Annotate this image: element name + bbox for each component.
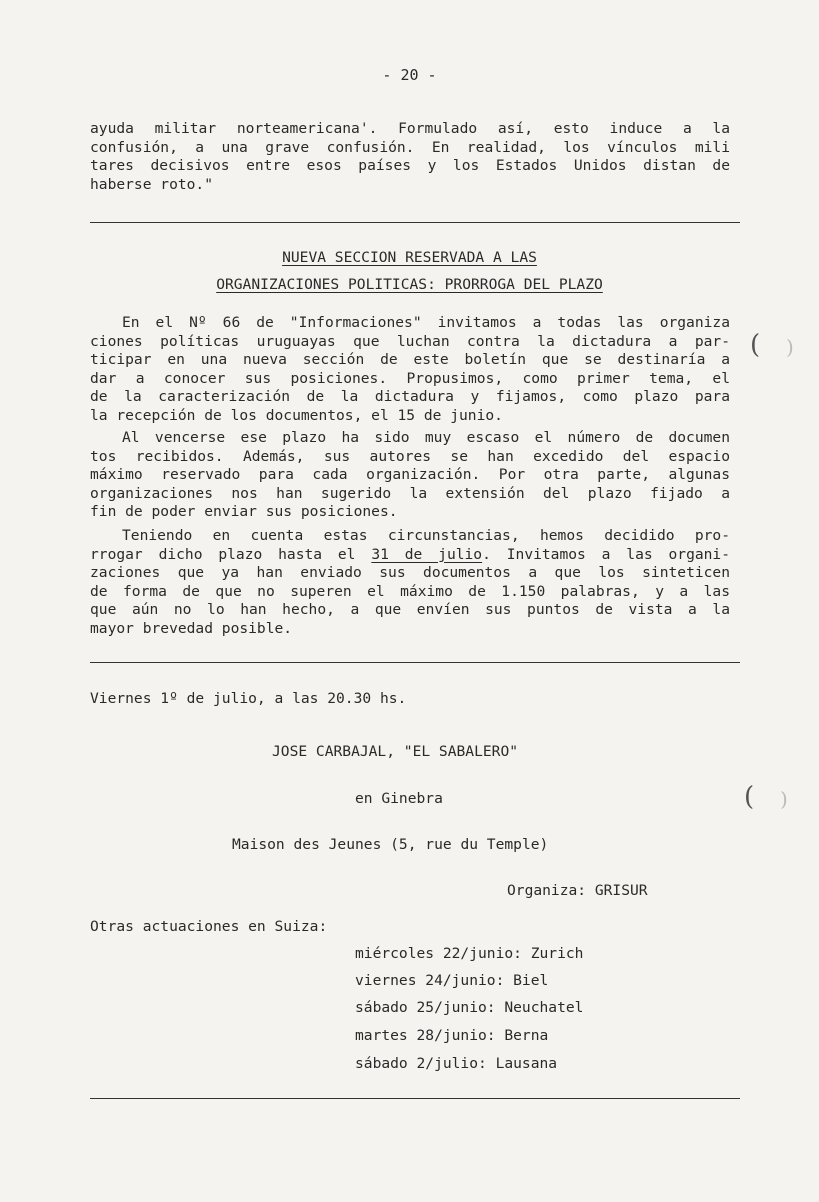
event-date: Viernes 1º de julio, a las 20.30 hs. [90,690,407,707]
paragraph-line: la recepción de los documentos, el 15 de junio. [90,406,503,424]
performance-item: martes 28/junio: Berna [355,1027,549,1044]
quote-line: haberse roto." [90,175,214,193]
quote-line: ayuda militar norteamericana'. Formulado así, esto induce a la [90,120,730,137]
paragraph-line: de forma de que no superen el máximo de 1.150 palabras, y a las [90,582,730,600]
performance-item: sábado 2/julio: Lausana [355,1055,558,1072]
margin-mark: ( [750,330,761,360]
quote-line: confusión, a una grave confusión. En realidad, los vínculos mili [90,138,730,156]
divider [90,662,740,663]
paragraph-line: ticipar en una nueva sección de este boletín que se destinaría a [90,351,730,368]
margin-mark: ( [744,782,755,812]
event-organizer: Organiza: GRISUR [507,882,648,899]
divider [90,1098,740,1099]
other-performances-title: Otras actuaciones en Suiza: [90,918,328,935]
quote-line: tares decisivos entre esos países y los Estados Unidos distan de [90,157,730,174]
paragraph-line: fin de poder enviar sus posiciones. [90,503,398,520]
paragraph-line: máximo reservado para cada organización. Por otra parte, algunas [90,466,730,483]
section-paragraph-1 [90,314,730,425]
paragraph-line: Al vencerse ese plazo ha sido muy escaso el número de documen [122,429,730,446]
performance-item: viernes 24/junio: Biel [355,972,549,989]
section-title-line2: ORGANIZACIONES POLITICAS: PRORROGA DEL PLAZO [216,276,603,293]
paragraph-line: dar a conocer sus posiciones. Propusimos, como primer tema, el [90,369,730,387]
paragraph-line: ciones políticas uruguayas que luchan contra la dictadura a par- [90,332,730,350]
paragraph-line: organizaciones nos han sugerido la extensión del plazo fijado a [90,484,730,502]
paragraph-line: mayor brevedad posible. [90,619,293,637]
section-paragraph-3 [90,527,730,638]
paragraph-line: de la caracterización de la dictadura y fijamos, como plazo para [90,388,730,405]
performance-item: miércoles 22/junio: Zurich [355,945,584,962]
paragraph-line: que aún no lo han hecho, a que envíen sus puntos de vista a la [90,601,730,618]
paragraph-line: tos recibidos. Además, sus autores se han excedido del espacio [90,447,730,465]
section-title-line1: NUEVA SECCION RESERVADA A LAS [282,249,537,266]
paragraph-line: Teniendo en cuenta estas circunstancias, hemos decidido pro- [122,527,730,544]
performance-item: sábado 25/junio: Neuchatel [355,999,584,1016]
section-paragraph-2 [90,429,730,522]
margin-mark: ) [786,335,794,359]
paragraph-line: zaciones que ya han enviado sus documentos a que los sinteticen [90,564,730,581]
paragraph-line: rrogar dicho plazo hasta el 31 de julio. Invitamos a las organi- [90,545,731,563]
margin-mark: ) [780,787,788,811]
event-artist: JOSE CARBAJAL, "EL SABALERO" [272,743,519,760]
page-number: - 20 - [382,66,437,84]
event-venue: Maison des Jeunes (5, rue du Temple) [232,836,549,853]
event-city: en Ginebra [355,790,443,807]
divider [90,222,740,223]
quote-paragraph [90,120,730,194]
paragraph-line: En el Nº 66 de "Informaciones" invitamos a todas las organiza [122,314,730,331]
deadline-date: 31 de julio [371,545,483,563]
